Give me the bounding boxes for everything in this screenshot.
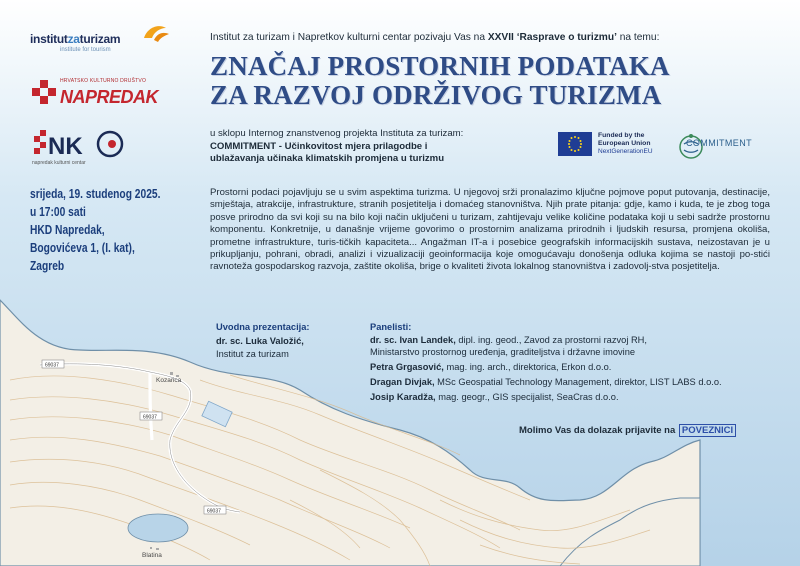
- commitment-logo: COMMITMENT: [676, 132, 772, 162]
- event-info: [30, 185, 160, 275]
- event-address: Bogovićeva 1, (I. kat),: [30, 241, 135, 255]
- panelist: Petra Grgasović, mag. ing. arch., direktorica, Erkon d.o.o.: [370, 362, 612, 372]
- institute-logo-subtitle: institute for tourism: [60, 47, 111, 53]
- invitation-line: Institut za turizam i Napretkov kulturni centar pozivaju Vas na XXVII ‘Rasprave o turizmu’ na temu:: [210, 32, 660, 43]
- eu-funding-logo: Funded by the European Union NextGenerationEU: [558, 132, 653, 156]
- svg-text:NK: NK: [48, 133, 83, 160]
- institute-swirl-icon: [142, 22, 170, 44]
- intro-affiliation: Institut za turizam: [216, 348, 289, 359]
- panelist: Josip Karadža, mag. geogr., GIS specijalist, SeaCras d.o.o.: [370, 392, 619, 402]
- intro-heading: Uvodna prezentacija:: [216, 322, 310, 332]
- lake: [128, 514, 188, 542]
- event-city: Zagreb: [30, 259, 65, 273]
- nkc-mark-icon: [32, 126, 132, 160]
- panelists: [370, 321, 722, 406]
- description-paragraph: Prostorni podaci pojavljuju se u svim aspektima turizma. U njegovoj srži pronalazimo ključne pojmove poput putovanja, destinacije, smještaja, atrakcije, infrastrukture, stranih posjetitelja i domaćeg stanovništva. Njih prate pitanja: gdje, kamo i kuda, te je zbog toga posve prirodno da svi koji su na bilo koji način uključeni u turizam, zahtijevaju velike količine podataka koji u sebi sadrže prostornu komponentu. Konkretnije, u današnje vrijeme govorimo o prostornim analizama prirodnih i ljudskih resursa, promjena okoliša, prometne infrastrukture, turis-tičkih kapaciteta... Angažman IT-a i posebice geografskih informacijskih sustava, neizostavan je u prikupljanju, pohrani, obradi, analizi i vizualizaciji geoinformacija koje omogućavaju donošenja odluka kojima se nastoji po-stići ravnoteža gospodarskog razvoja, zaštite okoliša, brige o kvaliteti života lokalnog stanovništva i zadovolj-stva posjetitelja.: [210, 187, 770, 273]
- title-line-1: ZNAČAJ PROSTORNIH PODATAKA: [210, 51, 670, 81]
- event-venue: HKD Napredak,: [30, 223, 105, 237]
- road-label-3: 69037: [207, 508, 221, 515]
- nkc-logo: [32, 126, 132, 166]
- napredak-society-label: HRVATSKO KULTURNO DRUŠTVO: [60, 78, 147, 84]
- road-label-1: 69037: [45, 362, 59, 369]
- napredak-logo: [32, 78, 159, 112]
- eu-flag-icon: [558, 132, 592, 156]
- page-title: [210, 52, 670, 110]
- project-name: COMMITMENT - Učinkovitost mjera prilagodbe i: [210, 140, 428, 152]
- project-description: u sklopu Internog znanstvenog projekta Instituta za turizam: COMMITMENT - Učinkovitost mjera prilagodbe i ublažavanja učinaka klimatskih promjena u turizmu: [210, 128, 464, 165]
- panel-heading: Panelisti:: [370, 322, 412, 332]
- napredak-name: NAPREDAK: [60, 87, 159, 107]
- village-label-kozarica: Kozarica: [156, 377, 182, 384]
- registration-prompt: Molimo Vas da dolazak prijavite na POVEZNICI: [519, 425, 736, 436]
- napredak-checker-icon: [32, 80, 56, 108]
- event-series-name: XXVII ‘Rasprave o turizmu’: [487, 32, 617, 43]
- village-label-blatina: Blatina: [142, 552, 162, 559]
- event-time: u 17:00 sati: [30, 205, 86, 219]
- registration-link[interactable]: POVEZNICI: [679, 424, 736, 437]
- event-date: srijeda, 19. studenog 2025.: [30, 187, 161, 201]
- intro-presentation: [216, 321, 310, 360]
- road-label-2: 69037: [143, 414, 157, 421]
- intro-speaker: dr. sc. Luka Valožić,: [216, 336, 304, 347]
- nkc-subtitle: napredak kulturni centar: [32, 160, 86, 166]
- panelist: Dragan Divjak, MSc Geospatial Technology Management, direktor, LIST LABS d.o.o.: [370, 377, 722, 387]
- institute-for-tourism-logo: institutzaturizam institute for tourism: [30, 30, 120, 64]
- panelist: dr. sc. Ivan Landek, dipl. ing. geod., Zavod za prostorni razvoj RH, Ministarstvo prostornog uređenja, graditeljstva i državne imovine: [370, 335, 647, 357]
- title-line-2: ZA RAZVOJ ODRŽIVOG TURIZMA: [210, 80, 662, 110]
